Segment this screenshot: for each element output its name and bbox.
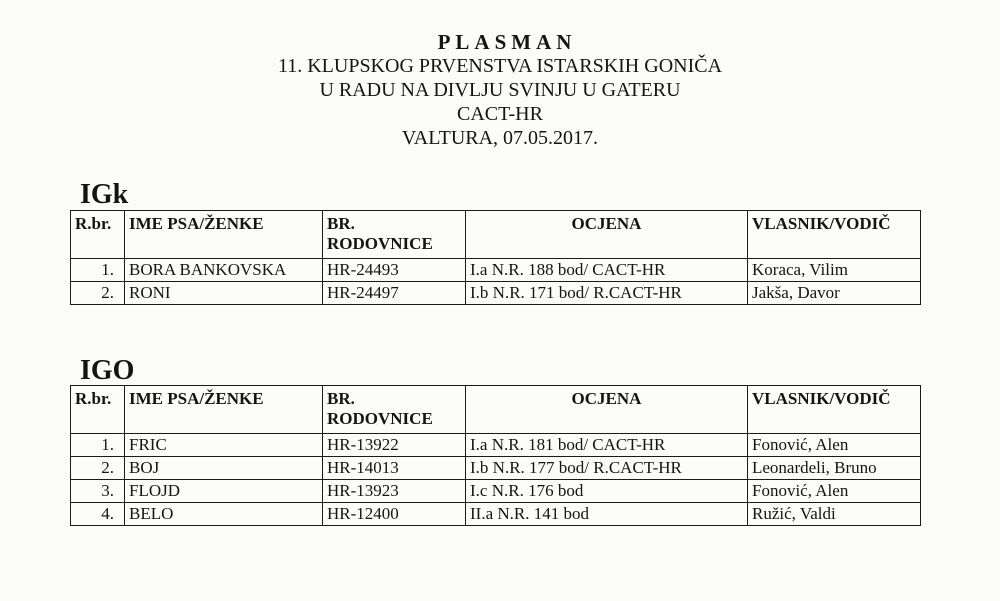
table-row (71, 503, 921, 526)
column-header-owner: VLASNIK/VODIČ (748, 386, 921, 434)
cell-owner: Fonović, Alen (748, 434, 921, 457)
cell-rbr: 1. (71, 434, 125, 457)
cell-grade: I.a N.R. 188 bod/ CACT-HR (466, 259, 748, 282)
location-date: VALTURA, 07.05.2017. (401, 127, 599, 149)
cell-name: BORA BANKOVSKA (125, 259, 323, 282)
column-header-rbr: R.br. (71, 386, 125, 434)
table-header-row (71, 211, 921, 259)
cell-owner: Leonardeli, Bruno (748, 457, 921, 480)
cell-owner: Koraca, Vilim (748, 259, 921, 282)
column-header-rbr: R.br. (71, 211, 125, 259)
cell-rbr: 4. (71, 503, 125, 526)
column-header-grade: OCJENA (466, 211, 748, 259)
cell-grade: I.c N.R. 176 bod (466, 480, 748, 503)
cell-owner: Jakša, Davor (748, 282, 921, 305)
cell-rbr: 1. (71, 259, 125, 282)
section-label-igk: IGk (80, 179, 129, 210)
results-table-igk (70, 210, 921, 305)
cell-owner: Ružić, Valdi (748, 503, 921, 526)
cell-grade: II.a N.R. 141 bod (466, 503, 748, 526)
cell-name: BELO (125, 503, 323, 526)
cell-registration: HR-13923 (323, 480, 466, 503)
column-header-registration: BR. RODOVNICE (323, 211, 466, 259)
championship-title-award: CACT-HR (457, 103, 543, 125)
table-row (71, 480, 921, 503)
document-title: PLASMAN (437, 30, 577, 54)
cell-rbr: 3. (71, 480, 125, 503)
cell-owner: Fonović, Alen (748, 480, 921, 503)
table-row (71, 259, 921, 282)
cell-registration: HR-13922 (323, 434, 466, 457)
column-header-registration: BR. RODOVNICE (323, 386, 466, 434)
cell-registration: HR-12400 (323, 503, 466, 526)
cell-name: RONI (125, 282, 323, 305)
table-row (71, 282, 921, 305)
table-header-row (71, 386, 921, 434)
column-header-grade: OCJENA (466, 386, 748, 434)
cell-name: FLOJD (125, 480, 323, 503)
cell-registration: HR-24497 (323, 282, 466, 305)
cell-grade: I.b N.R. 177 bod/ R.CACT-HR (466, 457, 748, 480)
cell-grade: I.b N.R. 171 bod/ R.CACT-HR (466, 282, 748, 305)
table-row (71, 457, 921, 480)
column-header-name: IME PSA/ŽENKE (125, 386, 323, 434)
table-row (71, 434, 921, 457)
cell-rbr: 2. (71, 457, 125, 480)
cell-name: BOJ (125, 457, 323, 480)
section-label-igo: IGO (80, 355, 135, 386)
championship-name: 11. KLUPSKOG PRVENSTVA ISTARSKIH GONIČA (277, 55, 723, 77)
column-header-owner: VLASNIK/VODIČ (748, 211, 921, 259)
cell-grade: I.a N.R. 181 bod/ CACT-HR (466, 434, 748, 457)
results-table-igo (70, 385, 921, 526)
cell-name: FRIC (125, 434, 323, 457)
cell-rbr: 2. (71, 282, 125, 305)
championship-discipline: U RADU NA DIVLJU SVINJU U GATERU (319, 79, 681, 101)
document-header (0, 30, 1000, 150)
cell-registration: HR-24493 (323, 259, 466, 282)
cell-registration: HR-14013 (323, 457, 466, 480)
column-header-name: IME PSA/ŽENKE (125, 211, 323, 259)
